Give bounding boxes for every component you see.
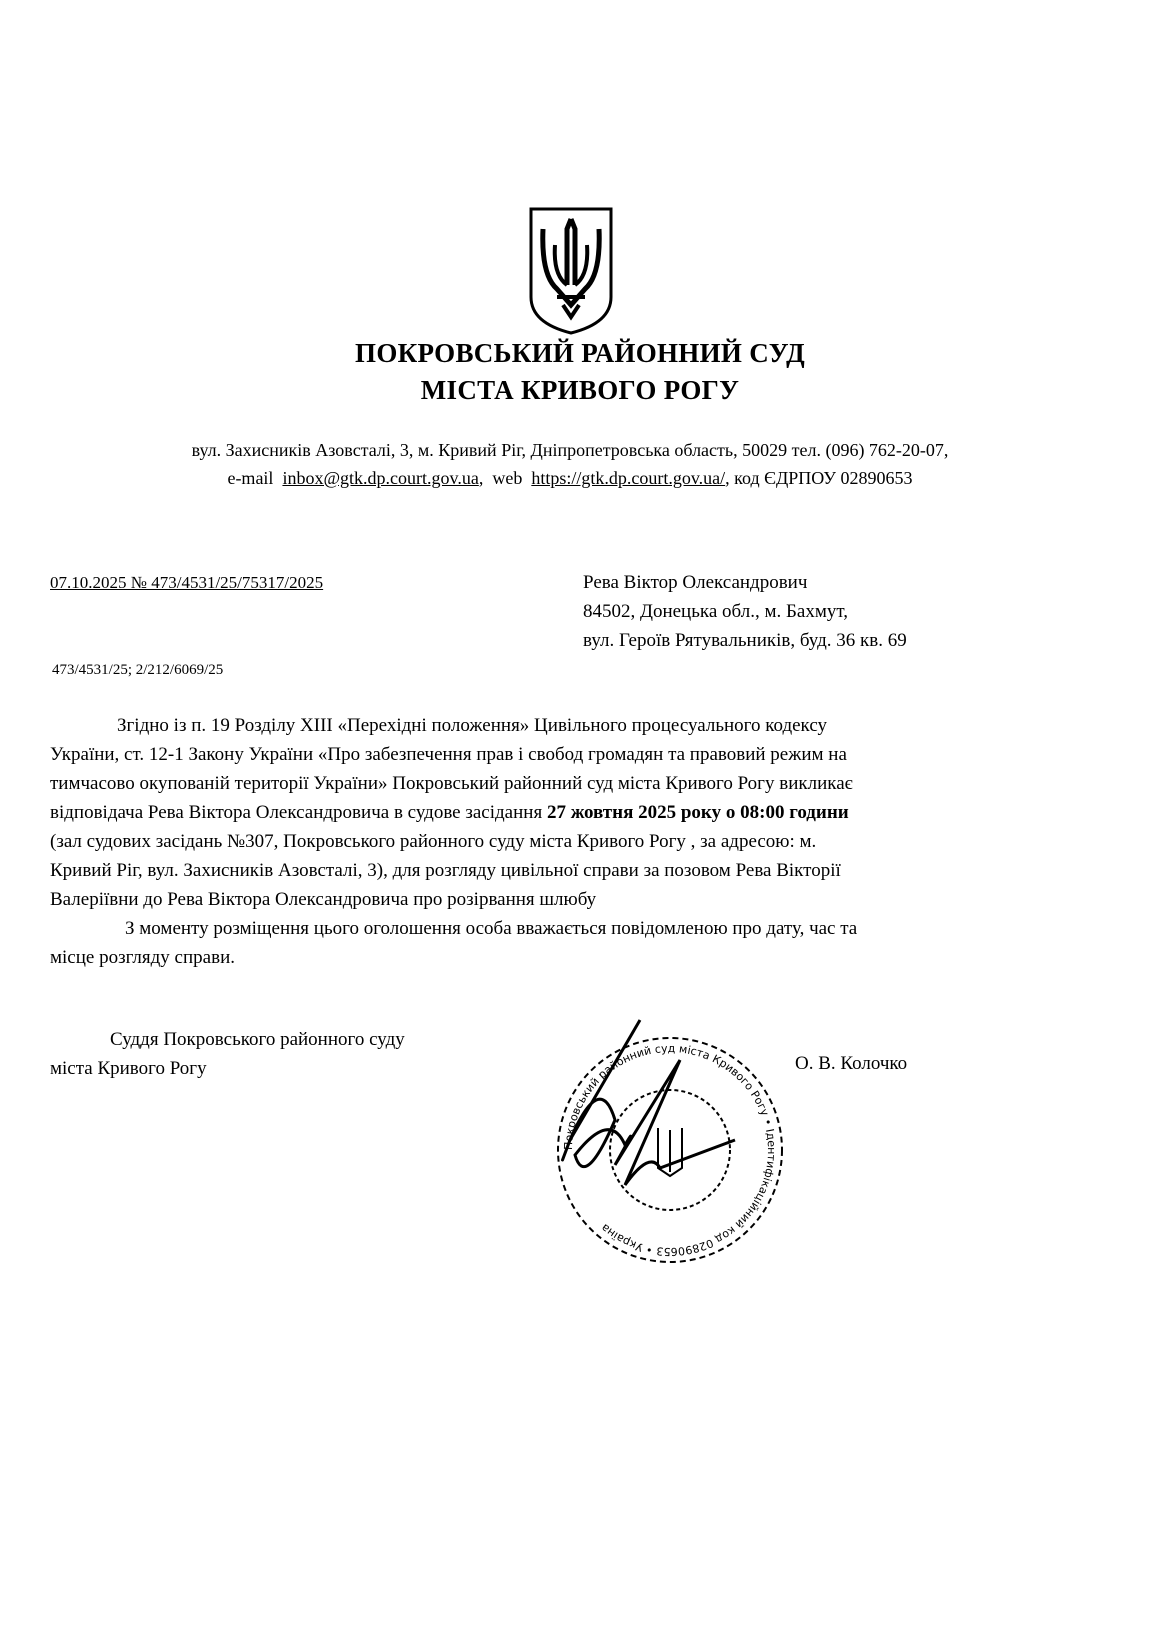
recipient-name: Рева Віктор Олександрович — [583, 572, 808, 593]
outgoing-number: 07.10.2025 № 473/4531/25/75317/2025 — [50, 573, 324, 592]
email-label: e-mail — [227, 468, 274, 488]
body-line: Кривий Ріг, вул. Захисників Азовсталі, 3), для розгляду цивільної справи за позовом Рева Вікторії — [50, 860, 841, 881]
stamp-text: Покровський районний суд міста Кривого Рогу • Ідентифікаційний код 02890653 • Україна — [561, 1041, 779, 1259]
body-text: відповідача Рева Віктора Олександровича в судове засідання — [50, 802, 547, 823]
case-numbers: 473/4531/25; 2/212/6069/25 — [52, 662, 224, 678]
body-line: З моменту розміщення цього оголошення особа вважається повідомленою про дату, час та — [125, 918, 858, 939]
recipient-address-line1: 84502, Донецька обл., м. Бахмут, — [583, 601, 848, 622]
body-line — [50, 802, 1160, 824]
body-line: (зал судових засідань №307, Покровського районного суду міста Кривого Рогу , за адресою: м. — [50, 831, 817, 852]
body-line: Валеріївни до Рева Віктора Олександровича про розірвання шлюбу — [50, 889, 597, 910]
body-line: тимчасово окупованій території України» Покровський районний суд міста Кривого Рогу викликає — [50, 773, 853, 794]
judge-position-line1: Суддя Покровського районного суду — [110, 1029, 405, 1050]
judge-name: О. В. Колочко — [795, 1053, 908, 1074]
web-link[interactable]: https://gtk.dp.court.gov.ua/ — [531, 468, 726, 488]
web-label: web — [492, 468, 523, 488]
hearing-date: 27 жовтня 2025 року о 08:00 години — [546, 802, 849, 823]
recipient-address-line2: вул. Героїв Рятувальників, буд. 36 кв. 69 — [583, 630, 907, 651]
court-stamp — [520, 1000, 820, 1300]
body-line: Згідно із п. 19 Розділу XIII «Перехідні положення» Цивільного процесуального кодексу — [117, 715, 827, 736]
court-name-line1: ПОКРОВСЬКИЙ РАЙОННИЙ СУД — [355, 338, 805, 368]
ukraine-trident-emblem-icon — [527, 205, 615, 337]
court-name-line2: МІСТА КРИВОГО РОГУ — [420, 375, 740, 405]
body-line: України, ст. 12-1 Закону України «Про забезпечення прав і свобод громадян та правовий режим на — [50, 744, 847, 765]
edrpou-code: , код ЄДРПОУ 02890653 — [725, 468, 913, 488]
court-address: вул. Захисників Азовсталі, 3, м. Кривий Ріг, Дніпропетровська область, 50029 тел. (096) 762-20-07, — [191, 440, 949, 460]
body-line: місце розгляду справи. — [50, 947, 235, 968]
court-contacts: e-mail inbox@gtk.dp.court.gov.ua, web https://gtk.dp.court.gov.ua/, код ЄДРПОУ 02890653 — [227, 468, 913, 488]
email-link[interactable]: inbox@gtk.dp.court.gov.ua — [282, 468, 479, 488]
judge-position-line2: міста Кривого Рогу — [50, 1058, 207, 1079]
